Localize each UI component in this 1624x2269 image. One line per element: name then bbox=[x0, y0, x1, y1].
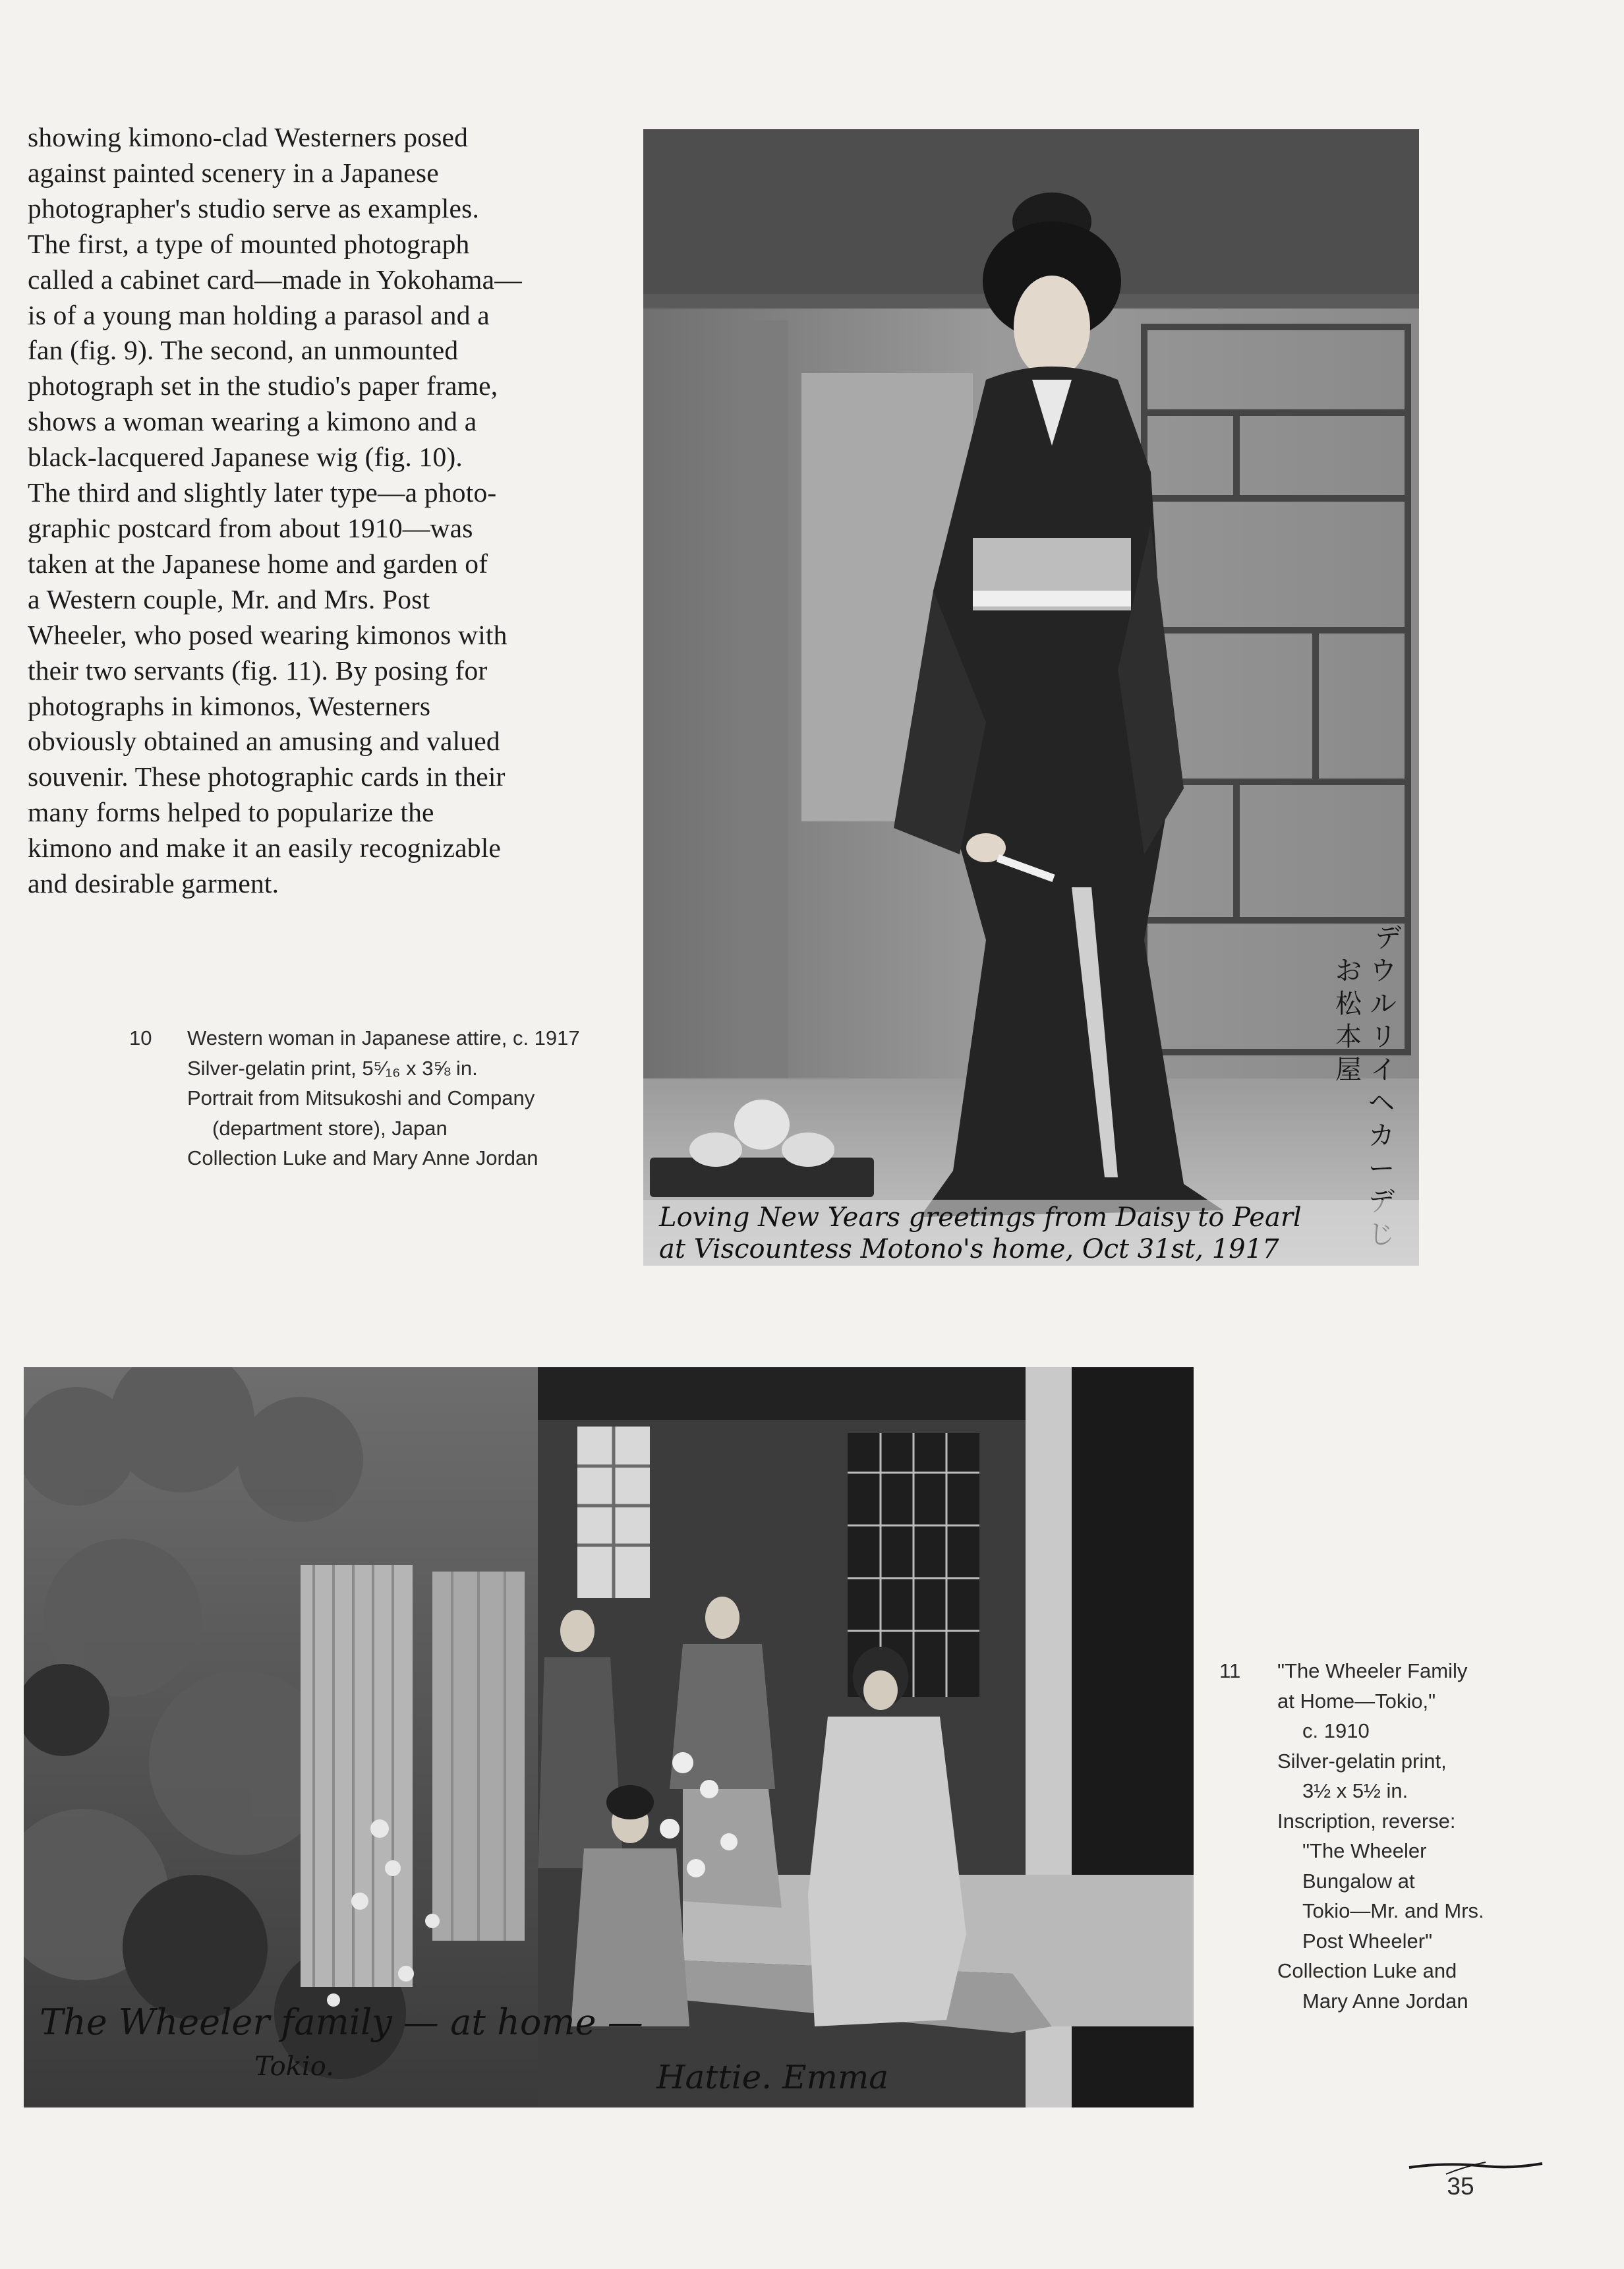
body-line: The first, a type of mounted photograph bbox=[28, 228, 470, 259]
svg-text:ヘ: ヘ bbox=[1368, 1088, 1395, 1118]
caption-line: Collection Luke and bbox=[1277, 1959, 1457, 1982]
body-line: shows a woman wearing a kimono and a bbox=[28, 406, 477, 437]
caption-line: Mary Anne Jordan bbox=[1302, 1989, 1468, 2013]
figure-11-number: 11 bbox=[1219, 1659, 1241, 1682]
body-line: kimono and make it an easily recognizable bbox=[28, 833, 502, 864]
body-line: The third and slightly later type—a photo- bbox=[28, 477, 497, 508]
caption-line: Portrait from Mitsukoshi and Company bbox=[187, 1086, 535, 1109]
figure-10-photo bbox=[643, 129, 1419, 1266]
caption-line: Inscription, reverse: bbox=[1277, 1809, 1456, 1833]
body-line: photographs in kimonos, Westerners bbox=[28, 690, 431, 721]
body-line: showing kimono-clad Westerners posed bbox=[28, 122, 469, 152]
body-line: fan (fig. 9). The second, an unmounted bbox=[28, 335, 459, 366]
svg-text:デ: デ bbox=[1375, 923, 1401, 953]
figure-11-photo bbox=[24, 1367, 1194, 2107]
svg-text:お ウ: お ウ bbox=[1335, 956, 1397, 986]
body-line: souvenir. These photographic cards in their bbox=[28, 761, 506, 792]
body-line: Wheeler, who posed wearing kimonos with bbox=[28, 619, 508, 650]
figure-10-caption bbox=[129, 1023, 630, 1181]
portrait-photo-graphic bbox=[643, 129, 1419, 1266]
body-line: photographer's studio serve as examples. bbox=[28, 192, 480, 223]
figure-10-number: 10 bbox=[129, 1026, 152, 1049]
figure-11-caption bbox=[1219, 1656, 1509, 2025]
body-line: photograph set in the studio's paper frame, bbox=[28, 370, 498, 401]
svg-text:屋 イ: 屋 イ bbox=[1335, 1055, 1397, 1085]
caption-line: (department store), Japan bbox=[212, 1116, 448, 1140]
family-photo-graphic bbox=[24, 1367, 1194, 2107]
body-line: many forms helped to popularize the bbox=[28, 797, 434, 828]
caption-line: Tokio—Mr. and Mrs. bbox=[1302, 1899, 1484, 1922]
caption-line: at Home—Tokio," bbox=[1277, 1689, 1436, 1713]
body-text bbox=[28, 120, 594, 902]
caption-line: Bungalow at bbox=[1302, 1869, 1415, 1893]
body-line: obviously obtained an amusing and valued bbox=[28, 726, 500, 757]
caption-line: Western woman in Japanese attire, c. 1917 bbox=[187, 1026, 580, 1049]
svg-text:松 ル: 松 ル bbox=[1335, 989, 1397, 1019]
body-line: and desirable garment. bbox=[28, 868, 279, 899]
svg-text:カ: カ bbox=[1368, 1121, 1395, 1151]
body-line: their two servants (fig. 11). By posing for bbox=[28, 655, 488, 686]
svg-text:本 リ: 本 リ bbox=[1335, 1022, 1397, 1052]
page-number: 35 bbox=[1447, 2173, 1474, 2200]
caption-line: "The Wheeler bbox=[1302, 1839, 1427, 1862]
photo-inscription-line: Loving New Years greetings from Daisy to Pearl bbox=[659, 1202, 1302, 1233]
caption-line: Collection Luke and Mary Anne Jordan bbox=[187, 1146, 538, 1169]
caption-line: c. 1910 bbox=[1302, 1719, 1370, 1742]
caption-line: Silver-gelatin print, 5⁵⁄₁₆ x 3⅝ in. bbox=[187, 1056, 478, 1080]
body-line: graphic postcard from about 1910—was bbox=[28, 512, 473, 543]
body-line: taken at the Japanese home and garden of bbox=[28, 548, 488, 579]
photo-inscription-line: Hattie. Emma bbox=[656, 2058, 889, 2096]
body-line: against painted scenery in a Japanese bbox=[28, 157, 439, 188]
body-line: is of a young man holding a parasol and a bbox=[28, 299, 490, 330]
body-line: called a cabinet card—made in Yokohama— bbox=[28, 264, 522, 295]
caption-line: Post Wheeler" bbox=[1302, 1929, 1433, 1953]
caption-line: "The Wheeler Family bbox=[1277, 1659, 1468, 1682]
photo-inscription-line: Tokio. bbox=[254, 2051, 334, 2082]
body-line: a Western couple, Mr. and Mrs. Post bbox=[28, 583, 430, 614]
caption-line: Silver-gelatin print, bbox=[1277, 1749, 1447, 1773]
body-line: black-lacquered Japanese wig (fig. 10). bbox=[28, 442, 463, 473]
photo-inscription-line: The Wheeler family — at home — bbox=[40, 2001, 643, 2043]
photo-inscription-line: at Viscountess Motono's home, Oct 31st, 1917 bbox=[659, 1234, 1279, 1264]
svg-text:ー: ー bbox=[1368, 1154, 1395, 1184]
caption-line: 3½ x 5½ in. bbox=[1302, 1779, 1408, 1802]
